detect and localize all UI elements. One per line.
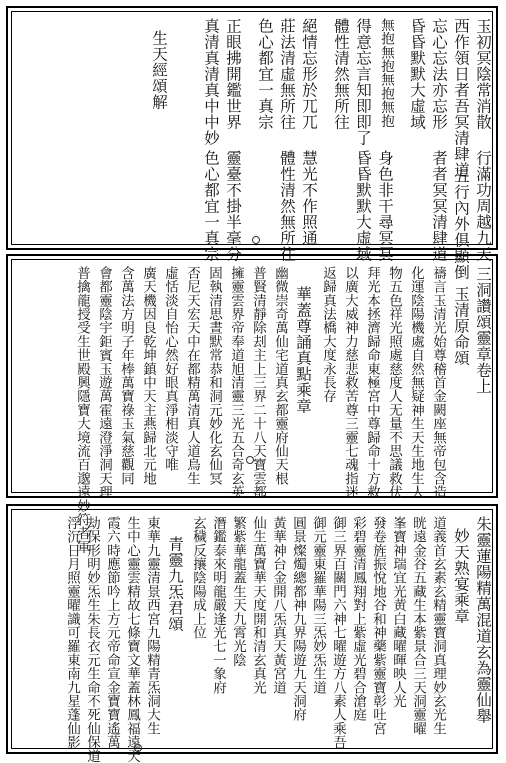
- text-column: 者者冥冥清肆道: [430, 150, 448, 262]
- text-column: 幽微崇奇萬仙宅道真玄都靈府仙天根: [272, 266, 288, 486]
- text-column: 慧光不作照通: [300, 150, 318, 246]
- text-column: 劫保形明妙炁生朱長衣元生命不死仙保道: [84, 516, 100, 763]
- text-column: 潛鑑泰來明龍嚴逢光七一象府: [210, 516, 226, 695]
- text-column: 東華九靈清景西宮九陽精青炁洞大生: [144, 516, 160, 736]
- text-column: 真清真清真中中妙: [202, 18, 220, 146]
- text-column: 發卷旌振悅地谷和神藥紫靈寶彰吐宮: [370, 516, 386, 736]
- text-column: 仙生萬寶華天度開和清玄真光: [250, 516, 266, 695]
- text-column: 色心都宜一真宗: [202, 150, 220, 262]
- text-column: 道義首玄素玄精靈寶洞真理妙玄光生: [430, 516, 446, 736]
- text-column: 御三界百關門六神七曜遊方八素人乘吾: [330, 516, 346, 749]
- text-column: 虛恬淡自怡心然好眼真淨相淡守唯: [162, 266, 178, 472]
- text-column: 行滿功周越九天: [474, 150, 492, 262]
- circle-mark-icon: [246, 456, 254, 464]
- text-column: 忘心忘法亦忘形: [430, 18, 448, 130]
- text-column: 禱言玉清光始尊稽首金闕座無帝包含造: [430, 266, 446, 499]
- text-column: 否尼天宏天中在都精萬清真人道鳥生: [184, 266, 200, 486]
- text-column: 得意忘言知即即了: [354, 18, 372, 146]
- text-column: 昏昏默默大虛域: [408, 18, 426, 130]
- text-column: 五行內外俱顯倒: [452, 168, 470, 280]
- text-column: 廣天機因良乾坤鎮中天主燕歸北元地: [140, 266, 156, 486]
- text-column: 圓景燦燭總都神九界陽遊九天洞府: [290, 516, 306, 722]
- text-column: 三洞讚頌靈章卷上: [474, 266, 492, 394]
- middle-panel: [6, 254, 498, 554]
- text-column: 擁靈雲界帝奉道旭清靈三光五合奇玄英: [228, 266, 244, 499]
- text-column: 黃華神台金開八炁真天黃宮道: [270, 516, 286, 695]
- text-column: 繁紫華龍蓋生天九霄光陰: [230, 516, 246, 667]
- text-column: 華蓋尊誦真點乘章: [294, 286, 312, 414]
- text-column: 生中心靈雲精故七條寶文華蓋林鳳福遠天: [124, 516, 140, 763]
- text-column: 玉初冥陰常消散: [474, 18, 492, 130]
- text-column: 昏昏默默大虛域: [354, 150, 372, 262]
- text-column: 無抱無抱無抱無抱: [378, 18, 394, 128]
- text-column: 絕情忘形於兀兀: [300, 18, 318, 130]
- text-column: 以廣大威神力慈悲救苦尊三靈七魂指迷: [342, 266, 358, 499]
- text-column: 會都靈陰宇鉅賓玉遊萬霍遠澄淨洞天理: [96, 266, 112, 499]
- text-column: 化運陰陽機處自然無疑神生天生地生人: [408, 266, 424, 499]
- text-column: 靈臺不掛半毫分: [224, 150, 242, 262]
- text-column: 彩碧靈清鳳翔對上紫虛光碧合滄庭: [350, 516, 366, 722]
- text-column: 霞六時應節吟上方元帝命宣金寶寶遙萬: [104, 516, 120, 749]
- text-column: 浮沉日月照靈曜識可羅東南九星蓬仙影: [64, 516, 80, 749]
- text-column: 朱靈蓮陽精萬混道玄為靈仙舉: [474, 516, 492, 724]
- circle-mark-icon: [252, 236, 260, 244]
- text-column: 莊法清虛無所往: [278, 18, 296, 130]
- text-column: 普擒龍授受生世殿興隱寶大境流百邈遠妙符者軍: [74, 266, 90, 554]
- text-column: 普賢清靜除刦主上三界二十八天寶雲都: [250, 266, 266, 499]
- text-column: 物五色祥光照處慈度人无量不思議救伏: [386, 266, 402, 499]
- text-column: 體性清然無所往: [332, 18, 350, 130]
- text-column: 固執清思晝默常恭和洞元妙化玄仙冥: [206, 266, 222, 486]
- text-column: 身色非干尋冥冥: [376, 150, 394, 262]
- lower-panel: [6, 504, 498, 763]
- text-column: 西作領日者吾冥清肆道: [452, 18, 470, 178]
- text-column: 玉清原命頌: [452, 286, 470, 366]
- upper-panel: [6, 6, 498, 280]
- text-column: 妙天熟宴乘章: [452, 528, 470, 624]
- text-column: 峯寶神瑞宜光黄白藏曜暉映人光: [390, 516, 406, 708]
- text-column: 晄遠金谷五藏生本紫景合三天洞靈曜: [410, 516, 426, 736]
- text-column: 色心都宜一真宗: [256, 18, 274, 130]
- circle-mark-icon: [134, 744, 142, 752]
- text-column: 含萬法方明子年棒萬寶祿玉氣慈觀同: [118, 266, 134, 486]
- text-column: 拜光本拯濟歸命東極宮中尊歸命十方救: [364, 266, 380, 499]
- text-column: 正眼拂開鑑世界: [224, 18, 242, 130]
- text-column: 體性清然無所往: [278, 150, 296, 262]
- text-column: 青靈九炁君頌: [166, 536, 184, 632]
- text-column: 玄穢反攘陰陽成上位: [190, 516, 206, 640]
- text-column: 生天經頌解: [150, 30, 168, 110]
- text-column: 御元靈東羅華陽三炁妙炁生道: [310, 516, 326, 695]
- text-column: 返歸真法橋大度永長存: [320, 266, 336, 403]
